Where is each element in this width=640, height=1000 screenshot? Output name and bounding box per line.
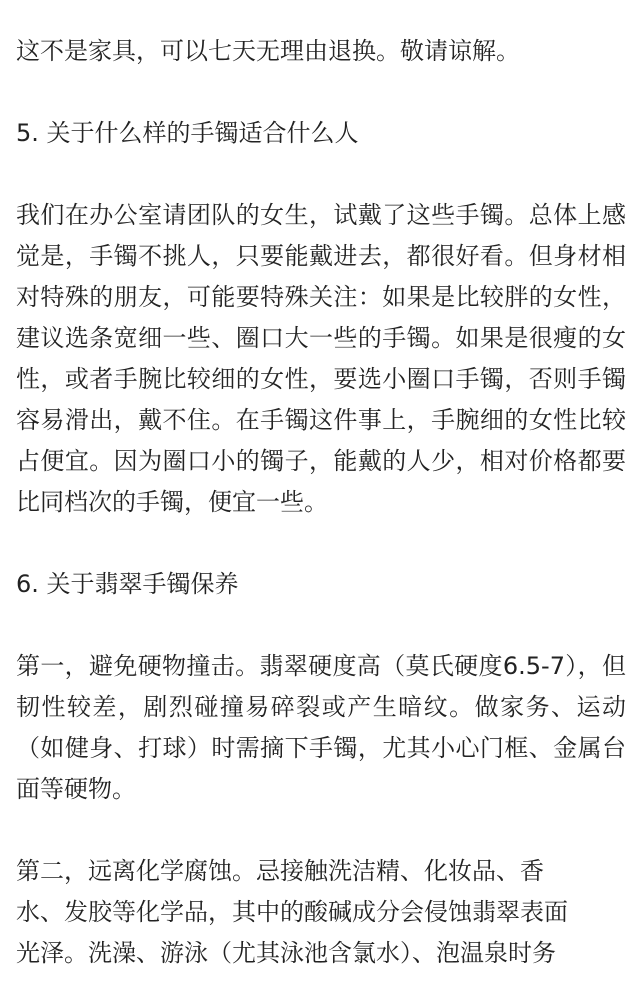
paragraph-line: 光泽。洗澡、游泳（尤其泳池含氯水）、泡温泉时务 <box>16 939 556 967</box>
paragraph-line: 水、发胶等化学品，其中的酸碱成分会侵蚀翡翠表面 <box>16 898 568 926</box>
section-heading-6: 6. 关于翡翠手镯保养 <box>16 570 239 598</box>
paragraph-line: 第二，远离化学腐蚀。忌接触洗洁精、化妆品、香 <box>16 857 544 885</box>
article-body <box>16 31 626 974</box>
paragraph-avoid-impact: 第一，避免硬物撞击。翡翠硬度高（莫氏硬度6.5-7），但韧性较差，剧烈碰撞易碎裂或产生暗纹。做家务、运动（如健身、打球）时需摘下手镯，尤其小心门框、金属台面等硬物。 <box>16 652 626 803</box>
section-heading-5: 5. 关于什么样的手镯适合什么人 <box>16 119 359 147</box>
paragraph-return-policy: 这不是家具，可以七天无理由退换。敬请谅解。 <box>16 37 520 65</box>
paragraph-bracelet-fit: 我们在办公室请团队的女生，试戴了这些手镯。总体上感觉是，手镯不挑人，只要能戴进去，都很好看。但身材相对特殊的朋友，可能要特殊关注：如果是比较胖的女性，建议选条宽细一些、圈口大一些的手镯。如果是很瘦的女性，或者手腕比较细的女性，要选小圈口手镯，否则手镯容易滑出，戴不住。在手镯这件事上，手腕细的女性比较占便宜。因为圈口小的镯子，能戴的人少，相对价格都要比同档次的手镯，便宜一些。 <box>16 201 626 516</box>
paragraph-avoid-chemicals <box>16 851 626 974</box>
